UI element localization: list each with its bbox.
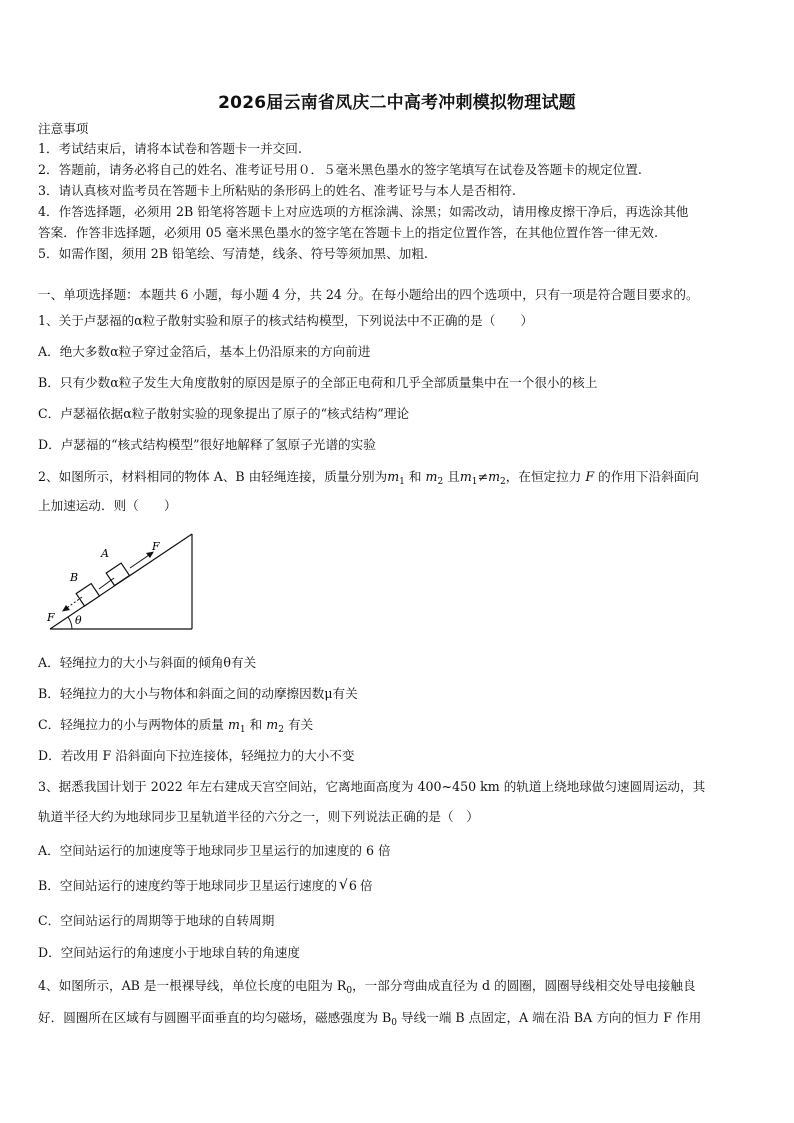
question-1-stem: 1、关于卢瑟福的α粒子散射实验和原子的核式结构模型，下列说法中不正确的是（ ） — [38, 313, 534, 328]
q2-option-d: D．若改用 F 沿斜面向下拉连接体，轻绳拉力的大小不变 — [38, 748, 355, 763]
notice-item: 5．如需作图，须用 2B 铅笔绘、写清楚，线条、符号等须加黑、加粗. — [38, 246, 428, 261]
block-b — [76, 584, 99, 606]
block-a — [106, 563, 129, 585]
notice-item: 答案．作答非选择题，必须用 05 毫米黑色墨水的签字笔在答题卡上的指定位置作答，在其他位置作答一律无效. — [38, 225, 658, 240]
angle-arc — [68, 617, 72, 629]
incline-figure — [42, 528, 202, 634]
question-3-stem: 3、据悉我国计划于 2022 年左右建成天宫空间站，它离地面高度为 400~450 km 的轨道上绕地球做匀速圆周运动，其 — [38, 779, 706, 794]
q1-option-c: C．卢瑟福依据α粒子散射实验的现象提出了原子的“核式结构”理论 — [38, 406, 410, 421]
q2-option-a: A．轻绳拉力的大小与斜面的倾角θ有关 — [38, 655, 257, 670]
page-title: 2026届云南省凤庆二中高考冲刺模拟物理试题 — [218, 93, 576, 113]
notice-item: 4．作答选择题，必须用 2B 铅笔将答题卡上对应选项的方框涂满、涂黑；如需改动，请用橡皮擦干净后，再选涂其他 — [38, 204, 689, 219]
q3-option-c: C．空间站运行的周期等于地球的自转周期 — [38, 913, 275, 928]
q1-option-b: B．只有少数α粒子发生大角度散射的原因是原子的全部正电荷和几乎全部质量集中在一个很小的核上 — [38, 375, 598, 390]
question-2-stem-cont: 上加速运动．则（ ） — [38, 498, 177, 513]
notice-item: 3．请认真核对监考员在答题卡上所粘贴的条形码上的姓名、准考证号与本人是否相符. — [38, 183, 516, 198]
label-b: B — [70, 571, 79, 584]
q1-option-d: D．卢瑟福的“核式结构模型”很好地解释了氢原子光谱的实验 — [38, 437, 376, 452]
theta-label: θ — [75, 614, 82, 627]
label-f-bottom: F — [47, 611, 55, 624]
q2-option-b: B．轻绳拉力的大小与物体和斜面之间的动摩擦因数μ有关 — [38, 686, 358, 701]
label-a: A — [101, 547, 109, 560]
notice-item: 1．考试结束后，请将本试卷和答题卡一并交回. — [38, 141, 302, 156]
q3-option-d: D．空间站运行的角速度小于地球自转的角速度 — [38, 945, 300, 960]
notice-heading: 注意事项 — [38, 121, 89, 136]
section-heading: 一、单项选择题：本题共 6 小题，每小题 4 分，共 24 分。在每小题给出的四个选项中，只有一项是符合题目要求的。 — [38, 287, 699, 302]
q1-option-a: A．绝大多数α粒子穿过金箔后，基本上仍沿原来的方向前进 — [38, 344, 371, 359]
question-3-stem-cont: 轨道半径大约为地球同步卫星轨道半径的六分之一，则下列说法正确的是（ ） — [38, 809, 479, 824]
question-4-stem-cont: 好．圆圈所在区域有与圆圈平面垂直的均匀磁场，磁感强度为 $B_0$ 导线一端 B 点固定，A 端在沿 BA 方向的恒力 F 作用 — [38, 1010, 702, 1028]
question-4-stem: 4、如图所示，AB 是一根裸导线，单位长度的电阻为 $R_0$，一部分弯曲成直径为 d 的圆圈，圆圈导线相交处导电接触良 — [38, 978, 696, 996]
q3-option-b: B．空间站运行的速度约等于地球同步卫星运行速度的 √ 6 倍 — [38, 878, 373, 893]
question-2-stem: 2、如图所示，材料相同的物体 A、B 由轻绳连接，质量分别为$m_1$ 和 $m_2$ 且$m_1\ne m_2$，在恒定拉力 F 的作用下沿斜面向 — [38, 469, 699, 487]
arrowhead-bottom — [62, 605, 70, 612]
q2-option-c: C．轻绳拉力的小与两物体的质量 $m_1$ 和 $m_2$ 有关 — [38, 717, 314, 735]
q3-option-a: A．空间站运行的加速度等于地球同步卫星运行的加速度的 6 倍 — [38, 843, 391, 858]
label-f-top: F — [152, 540, 160, 553]
sqrt-symbol: √ 6 — [338, 878, 357, 893]
notice-item: 2．答题前，请务必将自己的姓名、准考证号用０．５毫米黑色墨水的签字笔填写在试卷及答题卡的规定位置. — [38, 162, 642, 177]
